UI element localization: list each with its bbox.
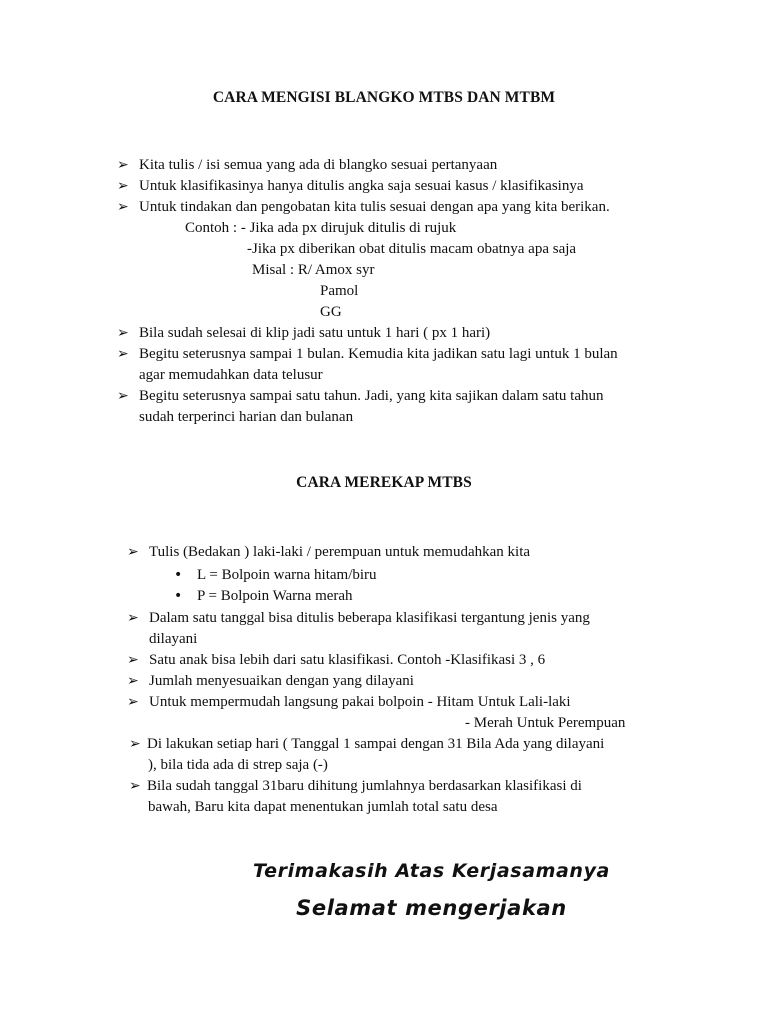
list-item: Kita tulis / isi semua yang ada di blangko sesuai pertanyaan: [139, 157, 498, 173]
sub-list-item: L = Bolpoin warna hitam/biru: [197, 567, 377, 583]
example-line: -Jika px diberikan obat ditulis macam obatnya apa saja: [247, 241, 577, 257]
section-title-merekap: CARA MEREKAP MTBS: [296, 474, 472, 491]
arrow-bullet-icon: ➢: [127, 673, 139, 689]
closing-thanks: Terimakasih Atas Kerjasamanya: [253, 860, 610, 882]
sub-list-item: P = Bolpoin Warna merah: [197, 588, 353, 604]
arrow-bullet-icon: ➢: [117, 199, 129, 215]
example-line: Misal : R/ Amox syr: [252, 262, 375, 278]
arrow-bullet-icon: ➢: [117, 388, 129, 404]
arrow-bullet-icon: ➢: [129, 736, 141, 752]
list-item: Begitu seterusnya sampai 1 bulan. Kemudia kita jadikan satu lagi untuk 1 bulan: [139, 346, 618, 362]
list-item: Di lakukan setiap hari ( Tanggal 1 sampai dengan 31 Bila Ada yang dilayani: [147, 736, 605, 752]
list-item: Dalam satu tanggal bisa ditulis beberapa klasifikasi tergantung jenis yang: [149, 610, 590, 626]
list-item: Bila sudah tanggal 31baru dihitung jumlahnya berdasarkan klasifikasi di: [147, 778, 582, 794]
arrow-bullet-icon: ➢: [127, 544, 139, 560]
list-item-continuation: - Merah Untuk Perempuan: [465, 715, 626, 731]
arrow-bullet-icon: ➢: [129, 778, 141, 794]
closing-greeting: Selamat mengerjakan: [296, 896, 567, 920]
list-item: Untuk mempermudah langsung pakai bolpoin - Hitam Untuk Lali-laki: [149, 694, 571, 710]
list-item: Untuk tindakan dan pengobatan kita tulis sesuai dengan apa yang kita berikan.: [139, 199, 610, 215]
round-bullet-icon: •: [174, 588, 183, 604]
list-item-continuation: bawah, Baru kita dapat menentukan jumlah total satu desa: [148, 799, 498, 815]
section-title-mengisi: CARA MENGISI BLANGKO MTBS DAN MTBM: [212, 89, 556, 106]
list-item-continuation: sudah terperinci harian dan bulanan: [139, 409, 354, 425]
round-bullet-icon: •: [174, 567, 183, 583]
arrow-bullet-icon: ➢: [117, 157, 129, 173]
arrow-bullet-icon: ➢: [117, 178, 129, 194]
example-line: Pamol: [320, 283, 359, 299]
arrow-bullet-icon: ➢: [117, 346, 129, 362]
list-item: Untuk klasifikasinya hanya ditulis angka saja sesuai kasus / klasifikasinya: [139, 178, 584, 194]
list-item: Satu anak bisa lebih dari satu klasifikasi. Contoh -Klasifikasi 3 , 6: [149, 652, 546, 668]
list-item-continuation: dilayani: [149, 631, 198, 647]
arrow-bullet-icon: ➢: [117, 325, 129, 341]
arrow-bullet-icon: ➢: [127, 610, 139, 626]
arrow-bullet-icon: ➢: [127, 694, 139, 710]
arrow-bullet-icon: ➢: [127, 652, 139, 668]
list-item: Begitu seterusnya sampai satu tahun. Jadi, yang kita sajikan dalam satu tahun: [139, 388, 604, 404]
example-line: Contoh : - Jika ada px dirujuk ditulis di rujuk: [185, 220, 457, 236]
list-item: Tulis (Bedakan ) laki-laki / perempuan untuk memudahkan kita: [149, 544, 531, 560]
list-item-continuation: ), bila tida ada di strep saja (-): [148, 757, 328, 773]
example-line: GG: [320, 304, 342, 320]
list-item: Bila sudah selesai di klip jadi satu untuk 1 hari ( px 1 hari): [139, 325, 491, 341]
list-item: Jumlah menyesuaikan dengan yang dilayani: [149, 673, 414, 689]
list-item-continuation: agar memudahkan data telusur: [139, 367, 323, 383]
